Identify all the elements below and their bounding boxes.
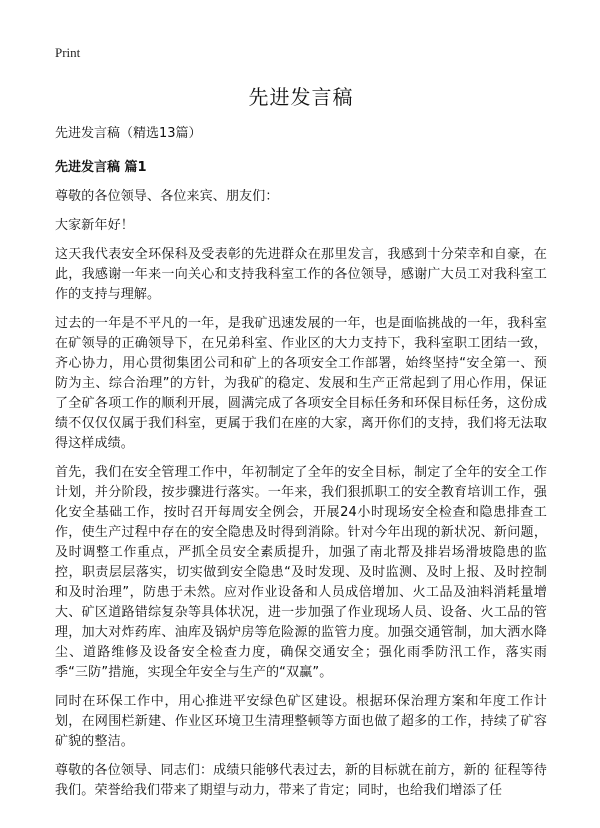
document-page (55, 75, 547, 801)
paragraph-intro: 这天我代表安全环保科及受表彰的先进群众在那里发言，我感到十分荣幸和自豪，在此，我感谢一年来一向关心和支持我科室工作的各位领导，感谢广大员工对我科室工作的支持与理解。 (55, 247, 547, 302)
paragraph-past-year: 过去的一年是不平凡的一年，是我矿迅速发展的一年，也是面临挑战的一年，我科室在矿领导的正确领导下，在兄弟科室、作业区的大力支持下，我科室职工团结一致，齐心协力，用心贯彻集团公司和矿上的各项安全工作部署，始终坚持“安全第一、预防为主、综合治理”的方针，为我矿的稳定、发展和生产正常起到了用心作用，保证了全矿各项工作的顺利开展，圆满完成了各项安全目标任务和环保目标任务，这份成绩不仅仅仅属于我们科室，更属于我们在座的大家，离开你们的支持，我们将无法取得这样成绩。 (55, 316, 547, 451)
document-title: 先进发言稿 (248, 85, 354, 109)
paragraph-greeting: 大家新年好！ (55, 218, 134, 233)
paragraph-closing: 尊敬的各位领导、同志们：成绩只能够代表过去，新的目标就在前方，新的 征程等待我们。荣誉给我们带来了期望与动力，带来了肯定；同时，也给我们增添了任 (55, 763, 547, 798)
paragraph-salutation: 尊敬的各位领导、各位来宾、朋友们： (55, 189, 279, 204)
section-heading: 先进发言稿 篇1 (55, 160, 147, 175)
print-link[interactable]: Print (55, 45, 81, 60)
paragraph-safety-management: 首先，我们在安全管理工作中，年初制定了全年的安全目标，制定了全年的安全工作计划，并分阶段，按步骤进行落实。一年来，我们狠抓职工的安全教育培训工作，强化安全基础工作，按时召开每周安全例会，开展24小时现场安全检查和隐患排查工作，使生产过程中存在的安全隐患及时得到消除。针对今年出现的新状况、新问题，及时调整工作重点，严抓全员安全素质提升，加强了南北帮及排岩场滑坡隐患的监控，职责层层落实，切实做到安全隐患“及时发现、及时监测、及时上报、及时控制和及时治理”，防患于未然。应对作业设备和人员成倍增加、火工品及油料消耗量增大、矿区道路错综复杂等具体状况，进一步加强了作业现场人员、设备、火工品的管理，加大对炸药库、油库及锅炉房等危险源的监管力度。加强交通管制，加大洒水降尘、道路维修及设备安全检查力度，确保交通安全；强化雨季防汛工作，落实雨季“三防”措施，实现全年安全与生产的“双赢”。 (55, 465, 547, 680)
document-subtitle: 先进发言稿（精选13篇） (55, 126, 202, 141)
paragraph-environmental: 同时在环保工作中，用心推进平安绿色矿区建设。根据环保治理方案和年度工作计划，在网围栏新建、作业区环境卫生清理整顿等方面也做了超多的工作，持续了矿容矿貌的整洁。 (55, 694, 547, 749)
